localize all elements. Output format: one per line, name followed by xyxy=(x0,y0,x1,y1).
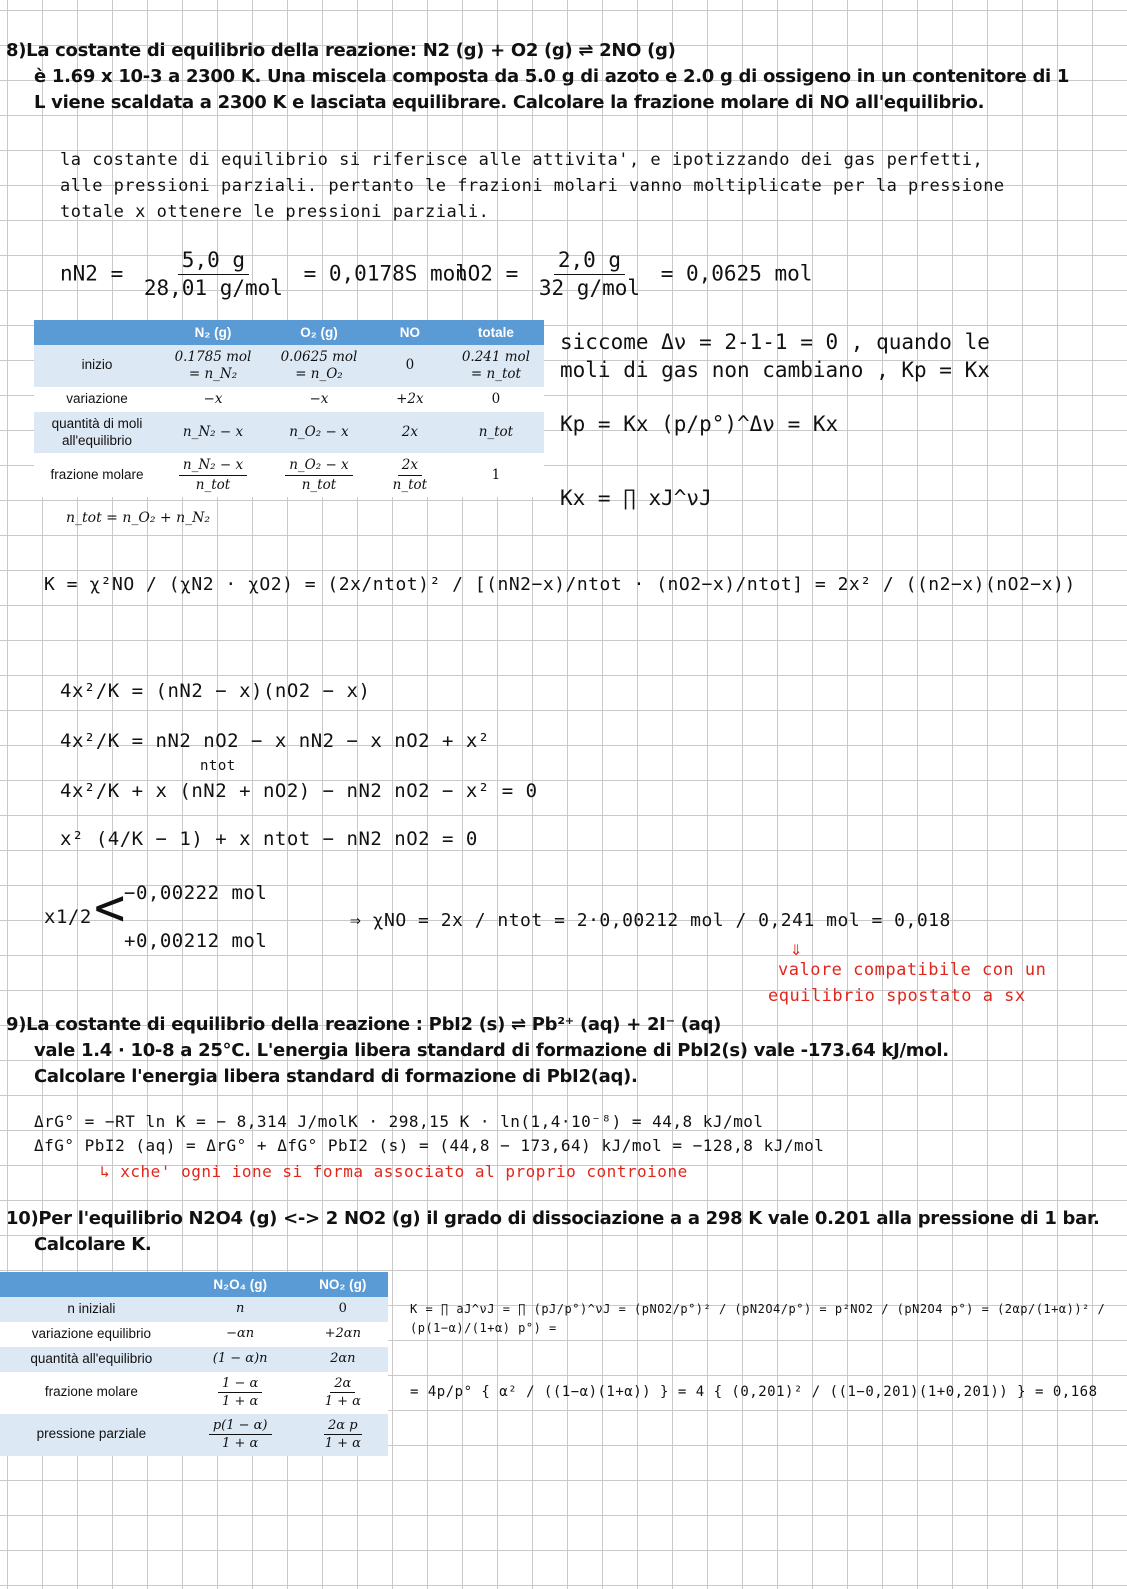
header-empty xyxy=(34,320,160,345)
side-note-line2: moli di gas non cambiano , Kp = Kx xyxy=(560,358,990,382)
table-cell: +2x xyxy=(372,387,448,412)
table-cell: −x xyxy=(266,387,372,412)
x-label: x1/2 xyxy=(44,906,92,928)
table-row xyxy=(34,453,544,496)
table-cell: −αn xyxy=(183,1322,298,1347)
table-row xyxy=(0,1414,388,1456)
problem9-statement-line1: 9)La costante di equilibrio della reazione : PbI2 (s) ⇌ Pb²⁺ (aq) + 2I⁻ (aq) xyxy=(6,1014,722,1035)
table-row xyxy=(0,1347,388,1372)
step1-equation: 4x²/K = (nN2 − x)(nO2 − x) xyxy=(60,680,371,702)
nO2-fraction xyxy=(535,248,644,301)
table-cell: 2x xyxy=(372,412,448,454)
nO2-numerator: 2,0 g xyxy=(554,248,625,275)
table-cell: 0.0625 mol = n_O₂ xyxy=(266,345,372,387)
problem9-statement-line2: vale 1.4 · 10-8 a 25°C. L'energia libera standard di formazione di PbI2(s) vale -173.64 kJ/mol. xyxy=(34,1040,949,1061)
arrow-down: ⇓ xyxy=(790,936,803,960)
problem10-statement-line1: 10)Per l'equilibrio N2O4 (g) <-> 2 NO2 (g) il grado di dissociazione a a 298 K vale 0.201 alla pressione di 1 bar. xyxy=(6,1208,1100,1229)
table-cell: 0.1785 mol = n_N₂ xyxy=(160,345,266,387)
header-n2o4: N₂O₄ (g) xyxy=(183,1272,298,1297)
header-o2: O₂ (g) xyxy=(266,320,372,345)
table-cell: 1 xyxy=(448,453,544,496)
table-cell: 0 xyxy=(372,345,448,387)
table-cell: $\frac{\text{n\_O₂ − x}}{\text{n\_tot}}$ xyxy=(266,453,372,496)
problem10-k-line1: K = ∏ aJ^νJ = ∏ (pJ/p°)^νJ = (pNO2/p°)² / (pN2O4/p°) = p²NO2 / (pN2O4 p°) = (2αp/(1+α))² / (p(1−α)/(1+α) p°) = xyxy=(410,1302,1106,1336)
problem9-calc2: ΔfG° PbI2 (aq) = ΔrG° + ΔfG° PbI2 (s) = (44,8 − 173,64) kJ/mol = −128,8 kJ/mol xyxy=(34,1136,825,1155)
table-cell: (1 − α)n xyxy=(183,1347,298,1372)
header-totale: totale xyxy=(448,320,544,345)
red-note-line2: equilibrio spostato a sx xyxy=(768,986,1026,1006)
table-cell: $\frac{\text{n\_N₂ − x}}{\text{n\_tot}}$ xyxy=(160,453,266,496)
nN2-label: nN2 = xyxy=(60,261,124,286)
nN2-fraction xyxy=(140,248,287,301)
header-no2: NO₂ (g) xyxy=(298,1272,388,1297)
problem8-statement-line1: 8)La costante di equilibrio della reazione: N2 (g) + O2 (g) ⇌ 2NO (g) xyxy=(6,40,676,61)
header-n2: N₂ (g) xyxy=(160,320,266,345)
kx-equation: Kx = ∏ xJ^νJ xyxy=(560,486,712,510)
x-root2: +0,00212 mol xyxy=(124,930,268,952)
table-cell: n_N₂ − x xyxy=(160,412,266,454)
problem8-note-line1: la costante di equilibrio si riferisce alle attivita', e ipotizzando dei gas perfetti, xyxy=(60,150,984,170)
table-row xyxy=(34,412,544,454)
row-label: n iniziali xyxy=(0,1297,183,1322)
x-root1: −0,00222 mol xyxy=(124,882,268,904)
problem8-note-line3: totale x ottenere le pressioni parziali. xyxy=(60,202,490,222)
nO2-result: = 0,0625 mol xyxy=(660,261,813,286)
row-label: inizio xyxy=(34,345,160,387)
table-row xyxy=(0,1322,388,1347)
step2-equation: 4x²/K = nN2 nO2 − x nN2 − x nO2 + x² xyxy=(60,730,490,752)
problem9-calc1: ΔrG° = −RT ln K = − 8,314 J/molK · 298,15 K · ln(1,4·10⁻⁸) = 44,8 kJ/mol xyxy=(34,1112,764,1131)
nO2-denominator: 32 g/mol xyxy=(538,276,641,301)
row-label: pressione parziale xyxy=(0,1414,183,1456)
table-cell: n xyxy=(183,1297,298,1322)
row-label: variazione equilibrio xyxy=(0,1322,183,1347)
step4-equation: x² (4/K − 1) + x ntot − nN2 nO2 = 0 xyxy=(60,828,478,850)
side-note-line1: siccome Δν = 2-1-1 = 0 , quando le xyxy=(560,330,990,354)
problem10-statement-line2: Calcolare K. xyxy=(34,1234,152,1255)
table-row xyxy=(0,1372,388,1414)
table-row xyxy=(0,1297,388,1322)
header-empty xyxy=(0,1272,183,1297)
table-row xyxy=(34,345,544,387)
table-cell: $\frac{2x}{\text{n\_tot}}$ xyxy=(372,453,448,496)
table-header-row xyxy=(34,320,544,345)
problem8-equilibrium-table xyxy=(34,320,544,497)
step3-equation: 4x²/K + x (nN2 + nO2) − nN2 nO2 − x² = 0 xyxy=(60,780,538,802)
problem8-statement-line3: L viene scaldata a 2300 K e lasciata equilibrare. Calcolare la frazione molare di NO all'equilibrio. xyxy=(34,92,985,113)
table-row xyxy=(34,387,544,412)
table-cell: $\frac{1 - \alpha}{1 + \alpha}$ xyxy=(183,1372,298,1414)
table-cell: +2αn xyxy=(298,1322,388,1347)
xno-expression: ⇒ χNO = 2x / ntot = 2·0,00212 mol / 0,241 mol = 0,018 xyxy=(350,910,951,931)
table-cell: 2αn xyxy=(298,1347,388,1372)
red-note-line1: valore compatibile con un xyxy=(778,960,1047,980)
table-cell: 0 xyxy=(448,387,544,412)
k-expression: K = χ²NO / (χN2 · χO2) = (2x/ntot)² / [(nN2−x)/ntot · (nO2−x)/ntot] = 2x² / ((n2−x)(nO2−x)) xyxy=(44,574,1076,595)
problem8-note-line2: alle pressioni parziali. pertanto le frazioni molari vanno moltiplicate per la pressione xyxy=(60,176,1005,196)
root-brace: < xyxy=(94,878,126,938)
row-label: quantità all'equilibrio xyxy=(0,1347,183,1372)
table-header-row xyxy=(0,1272,388,1297)
table-cell: 0.241 mol = n_tot xyxy=(448,345,544,387)
header-no: NO xyxy=(372,320,448,345)
step2-brace-label: ntot xyxy=(200,758,236,774)
row-label: frazione molare xyxy=(34,453,160,496)
table-cell: 0 xyxy=(298,1297,388,1322)
nN2-calculation xyxy=(60,248,468,301)
problem9-statement-line3: Calcolare l'energia libera standard di formazione di PbI2(aq). xyxy=(34,1066,638,1087)
kp-equation: Kp = Kx (p/p°)^Δν = Kx xyxy=(560,412,839,436)
row-label: quantità di moli all'equilibrio xyxy=(34,412,160,454)
nO2-calculation xyxy=(455,248,812,301)
row-label: frazione molare xyxy=(0,1372,183,1414)
table-footnote: n_tot = n_O₂ + n_N₂ xyxy=(66,510,210,526)
table-cell: $\frac{2\alpha}{1 + \alpha}$ xyxy=(298,1372,388,1414)
table-cell: n_tot xyxy=(448,412,544,454)
problem9-red-note: ↳ xche' ogni ione si forma associato al proprio controione xyxy=(100,1162,688,1181)
problem10-equilibrium-table xyxy=(0,1272,388,1456)
nN2-denominator: 28,01 g/mol xyxy=(143,276,283,301)
table-cell: $\frac{p(1 - \alpha)}{1 + \alpha}$ xyxy=(183,1414,298,1456)
nO2-label: nO2 = xyxy=(455,261,519,286)
row-label: variazione xyxy=(34,387,160,412)
table-cell: $\frac{\text{2α p}}{1 + \alpha}$ xyxy=(298,1414,388,1456)
nN2-numerator: 5,0 g xyxy=(178,248,249,275)
nN2-result: = 0,0178S mol xyxy=(303,261,468,286)
table-cell: −x xyxy=(160,387,266,412)
problem10-k-line2: = 4p/p° { α² / ((1−α)(1+α)) } = 4 { (0,201)² / ((1−0,201)(1+0,201)) } = 0,168 xyxy=(410,1384,1098,1400)
table-cell: n_O₂ − x xyxy=(266,412,372,454)
problem8-statement-line2: è 1.69 x 10-3 a 2300 K. Una miscela composta da 5.0 g di azoto e 2.0 g di ossigeno in un contenitore di 1 xyxy=(34,66,1070,87)
